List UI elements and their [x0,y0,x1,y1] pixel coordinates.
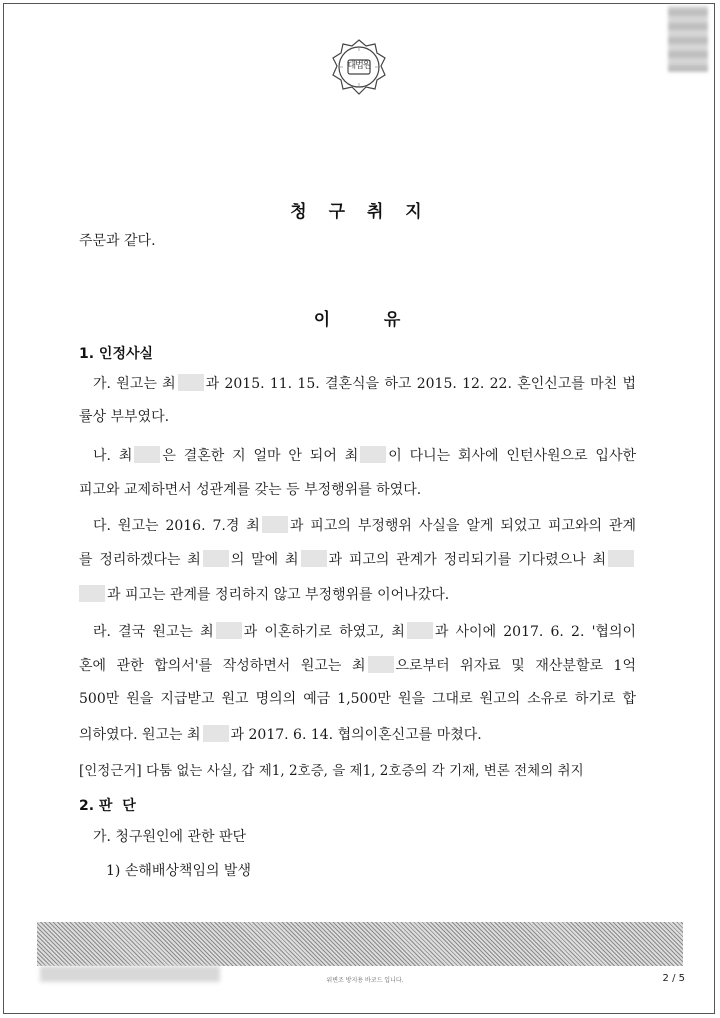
judgment-sub-ga: 가. 청구원인에 관한 판단 [93,829,247,845]
claim-body: 주문과 같다. [79,233,156,249]
redacted-name [301,550,327,567]
page-number: 2 / 5 [662,973,685,984]
court-seal-icon [328,36,390,98]
redacted-name [407,622,433,639]
redacted-name [79,585,105,602]
redacted-name [216,622,242,639]
seal-text: 대법원 [347,61,371,71]
redacted-corner-mark [668,6,708,72]
redacted-name [134,446,160,463]
redacted-name [203,550,229,567]
redacted-name [360,446,386,463]
para-da-line-2: 를 정리하겠다는 최 의 말에 최 과 피고의 관계가 정리되기를 기다렸으나 최 [79,550,636,569]
para-ra-line-1: 라. 결국 원고는 최 과 이혼하기로 하였고, 최 과 사이에 2017. 6. 2. '협의이 [93,624,637,640]
para-na-line-1: 나. 최 은 결혼한 지 얼마 안 되어 최 이 다니는 회사에 인턴사원으로 입사한 [93,448,636,464]
redacted-name [608,550,634,567]
para-da-line-1: 다. 원고는 2016. 7.경 최 과 피고의 부정행위 사실을 알게 되었고 피고와의 관계 [93,518,636,534]
para-na-line-2: 피고와 교제하면서 성관계를 갖는 등 부정행위를 하였다. [79,482,422,498]
para-ra-line-3: 500만 원을 지급받고 원고 명의의 예금 1,500만 원을 그대로 원고의 소유로 하기로 합 [79,691,636,707]
facts-heading: 1. 인정사실 [79,346,154,362]
para-ga-line-1: 가. 원고는 최 과 2015. 11. 15. 결혼식을 하고 2015. 12. 22. 혼인신고를 마친 법 [93,376,636,392]
para-da-line-3: 과 피고는 관계를 정리하지 않고 부정행위를 이어나갔다. [79,585,449,604]
redacted-name [262,516,288,533]
reason-title: 이 유 [313,310,407,330]
judgment-heading: 2. 판 단 [79,798,136,814]
para-ra-line-2: 혼에 관한 합의서'를 작성하면서 원고는 최 으로부터 위자료 및 재산분할로 1억 [79,658,636,674]
redacted-name [203,725,229,742]
redacted-footer-text [40,966,220,982]
barcode-note: 위변조 방지용 바코드 입니다. [326,977,404,984]
judgment-sub-1: 1) 손해배상책임의 발생 [106,863,251,879]
para-ra-line-4: 의하였다. 원고는 최 과 2017. 6. 14. 협의이혼신고를 마쳤다. [79,727,482,743]
redacted-name [368,656,394,673]
para-ga-line-2: 률상 부부였다. [79,409,170,425]
redacted-name [178,374,204,391]
anti-forgery-barcode [37,922,683,966]
facts-basis: [인정근거] 다툼 없는 사실, 갑 제1, 2호증, 을 제1, 2호증의 각 기재, 변론 전체의 취지 [79,763,584,779]
claim-title: 청 구 취 지 [290,202,430,222]
